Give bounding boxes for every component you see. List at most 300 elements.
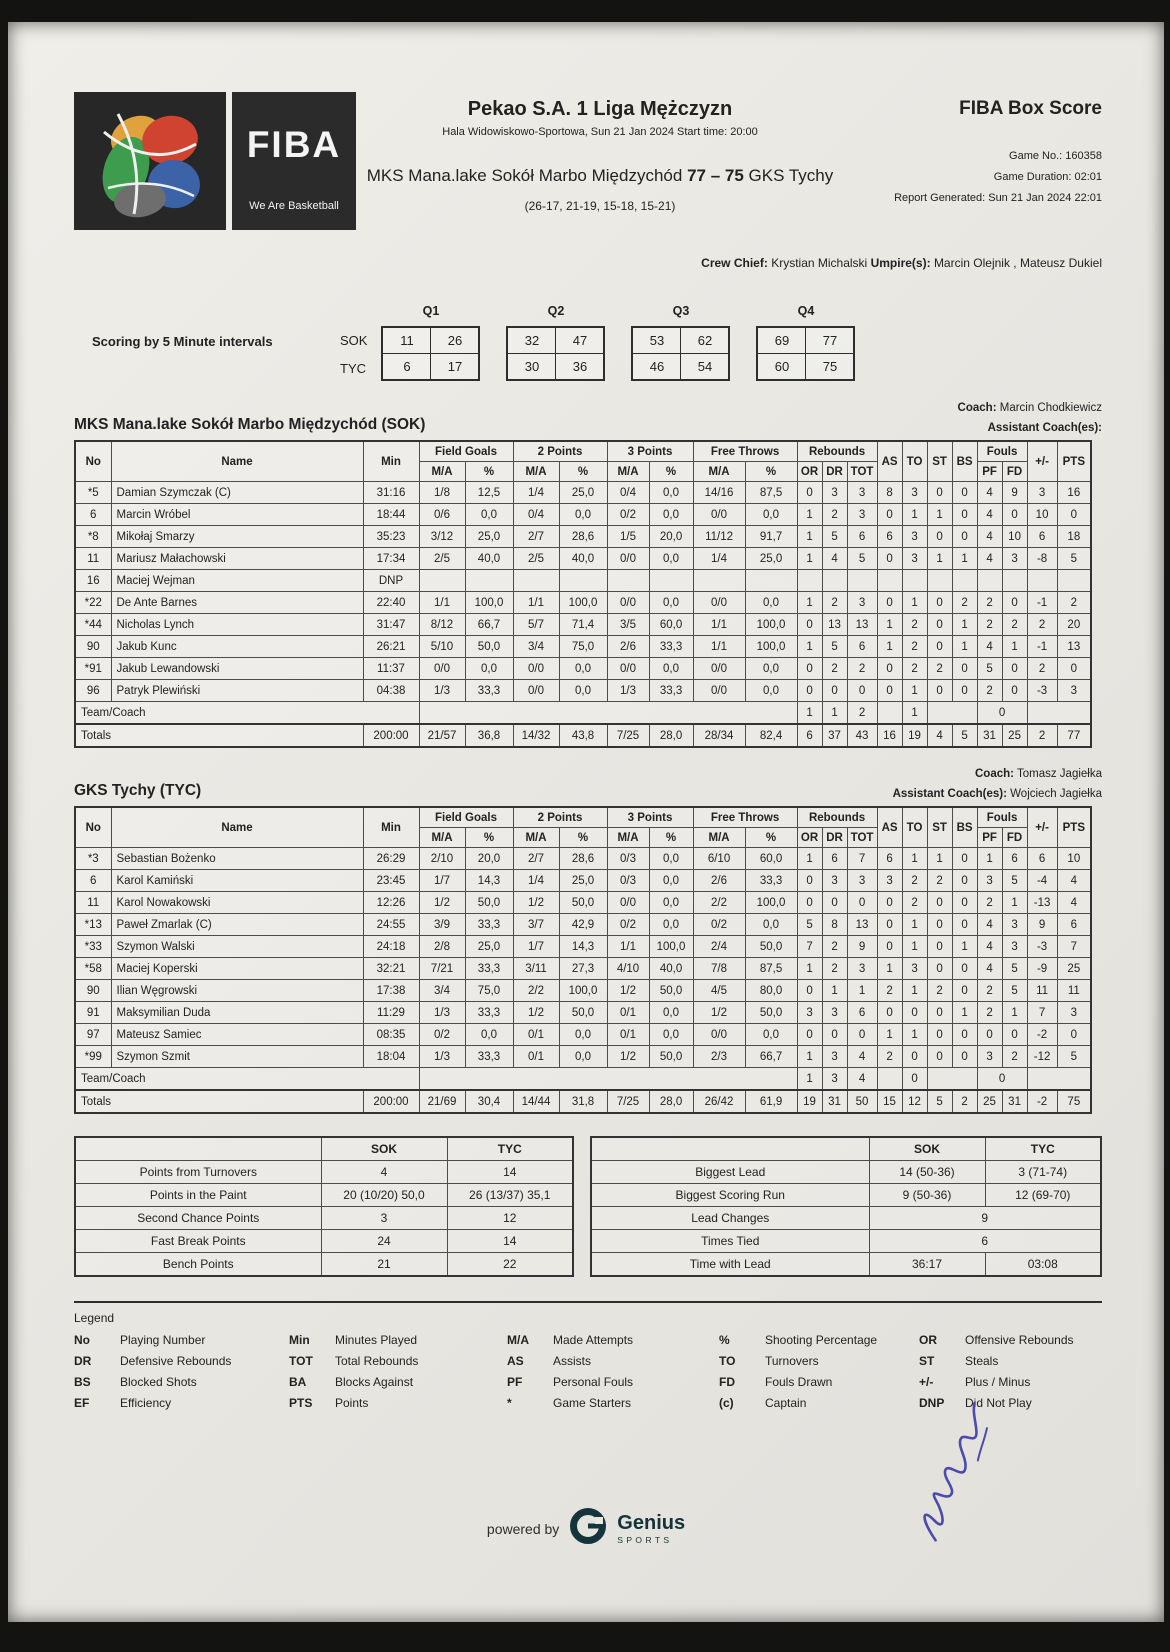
- total-cell: 2: [952, 1090, 977, 1113]
- player-row: [75, 1024, 1091, 1046]
- stat-cell: 0: [977, 1068, 1027, 1091]
- stat-cell: 31:16: [363, 482, 419, 504]
- summary-header: [591, 1137, 869, 1161]
- stat-cell: 18:04: [363, 1046, 419, 1068]
- stat-cell: 6: [847, 526, 877, 548]
- stat-cell: 0: [877, 1002, 902, 1024]
- stat-cell: 0,0: [649, 892, 693, 914]
- stat-cell: 1: [927, 504, 952, 526]
- column-header: Field Goals: [419, 441, 513, 462]
- stat-cell: 3/5: [607, 614, 649, 636]
- stat-cell: 1: [797, 526, 822, 548]
- stat-cell: [693, 570, 745, 592]
- total-cell: 26/42: [693, 1090, 745, 1113]
- stat-cell: -3: [1027, 680, 1057, 702]
- stat-cell: 0/1: [513, 1046, 559, 1068]
- stat-cell: *44: [75, 614, 111, 636]
- stat-cell: 42,9: [559, 914, 607, 936]
- stat-cell: 0,0: [559, 1024, 607, 1046]
- team-coach-label: Team/Coach: [75, 702, 419, 725]
- stat-cell: 1: [952, 614, 977, 636]
- column-subheader: DR: [822, 462, 847, 482]
- stat-cell: 8/12: [419, 614, 465, 636]
- stat-cell: 3: [847, 870, 877, 892]
- stat-cell: 0,0: [745, 680, 797, 702]
- column-subheader: OR: [797, 828, 822, 848]
- total-cell: 50: [847, 1090, 877, 1113]
- team-coach-row: [75, 702, 1091, 725]
- stat-cell: 0/6: [419, 504, 465, 526]
- quarter-score-box: [506, 326, 605, 381]
- stat-cell: 0,0: [649, 658, 693, 680]
- column-header: Min: [363, 807, 419, 848]
- legend-title: Legend: [74, 1311, 115, 1325]
- legend-abbr: FD: [719, 1375, 735, 1389]
- stat-cell: 87,5: [745, 958, 797, 980]
- interval-row: [633, 328, 728, 353]
- stat-cell: 20,0: [649, 526, 693, 548]
- quarter-label: Q3: [672, 304, 690, 318]
- legend-desc: Plus / Minus: [965, 1375, 1031, 1389]
- player-row: [75, 658, 1091, 680]
- stat-cell: 0: [902, 1068, 927, 1091]
- stat-cell: 31:47: [363, 614, 419, 636]
- column-header: ST: [927, 441, 952, 482]
- stat-cell: 1: [902, 504, 927, 526]
- stat-cell: -1: [1027, 592, 1057, 614]
- stat-cell: 17:38: [363, 980, 419, 1002]
- stat-cell: 1/4: [693, 548, 745, 570]
- interval-quarter-boxes: [381, 304, 855, 382]
- stat-cell: 0,0: [465, 658, 513, 680]
- team-coach-label: Team/Coach: [75, 1068, 419, 1091]
- stat-cell: 2: [902, 892, 927, 914]
- stat-cell: -8: [1027, 548, 1057, 570]
- stat-cell: 13: [847, 914, 877, 936]
- total-cell: 61,9: [745, 1090, 797, 1113]
- legend-desc: Blocked Shots: [120, 1375, 197, 1389]
- stat-cell: 1: [877, 636, 902, 658]
- stat-cell: 10: [1027, 504, 1057, 526]
- stat-cell: 5: [1002, 958, 1027, 980]
- stat-cell: 11: [1027, 980, 1057, 1002]
- legend-abbr: TOT: [289, 1354, 313, 1368]
- stat-cell: 0: [797, 892, 822, 914]
- coach-line: [74, 768, 1102, 780]
- stat-cell: 3: [797, 1002, 822, 1024]
- stat-cell: 4: [977, 914, 1002, 936]
- stat-cell: 1: [927, 548, 952, 570]
- stat-cell: 0: [952, 504, 977, 526]
- stat-cell: 6: [1057, 914, 1091, 936]
- stat-cell: 1/1: [693, 636, 745, 658]
- stat-cell: 13: [1057, 636, 1091, 658]
- stat-cell: [877, 570, 902, 592]
- stat-cell: 33,3: [465, 680, 513, 702]
- stat-cell: 0: [877, 504, 902, 526]
- legend-item: [289, 1333, 507, 1347]
- stat-cell: 2: [902, 658, 927, 680]
- stat-cell: 0/0: [607, 548, 649, 570]
- stat-cell: 2: [877, 980, 902, 1002]
- stat-cell: 2/6: [607, 636, 649, 658]
- column-subheader: %: [465, 462, 513, 482]
- legend-item: [719, 1396, 919, 1410]
- player-name: Maciej Wejman: [111, 570, 363, 592]
- stat-cell: 50,0: [649, 980, 693, 1002]
- stat-cell: 0/3: [607, 848, 649, 870]
- summary-row: [591, 1207, 1101, 1230]
- interval-score: 53: [649, 333, 665, 348]
- column-header: BS: [952, 441, 977, 482]
- fiba-logo: [74, 92, 360, 230]
- stat-cell: 0: [977, 702, 1027, 725]
- quarter-score-box: [381, 326, 480, 381]
- stat-cell: 3/9: [419, 914, 465, 936]
- stat-cell: 25,0: [559, 482, 607, 504]
- summary-value: 24: [321, 1230, 447, 1253]
- stat-cell: 3: [822, 1068, 847, 1091]
- stat-cell: 1: [902, 592, 927, 614]
- coach-name: Tomasz Jagiełka: [1016, 768, 1102, 780]
- stat-cell: 0: [877, 892, 902, 914]
- stat-cell: 5: [1057, 548, 1091, 570]
- stat-cell: 1: [1002, 1002, 1027, 1024]
- stat-cell: 20: [1057, 614, 1091, 636]
- stat-cell: 1: [902, 980, 927, 1002]
- summary-row: [75, 1207, 573, 1230]
- total-cell: 16: [877, 724, 902, 747]
- stat-cell: 0: [797, 482, 822, 504]
- stat-cell: 100,0: [559, 592, 607, 614]
- total-cell: 43,8: [559, 724, 607, 747]
- summary-label: Bench Points: [75, 1253, 321, 1277]
- stat-cell: 11:29: [363, 1002, 419, 1024]
- player-name: Mariusz Małachowski: [111, 548, 363, 570]
- stat-cell: 6: [847, 1002, 877, 1024]
- stat-cell: 1: [902, 680, 927, 702]
- stat-cell: 26:21: [363, 636, 419, 658]
- officials-line: [74, 256, 1102, 270]
- legend-abbr: (c): [719, 1396, 734, 1410]
- stat-cell: 60,0: [745, 848, 797, 870]
- quarter-label: Q1: [422, 304, 440, 318]
- legend-abbr: AS: [507, 1354, 524, 1368]
- stat-cell: 2/7: [513, 848, 559, 870]
- stat-cell: 4: [1057, 892, 1091, 914]
- stat-cell: 08:35: [363, 1024, 419, 1046]
- stat-cell: 3: [977, 870, 1002, 892]
- stat-cell: 4: [977, 636, 1002, 658]
- column-header: No: [75, 441, 111, 482]
- stat-cell: 1/3: [607, 680, 649, 702]
- stat-cell: 11: [1057, 980, 1091, 1002]
- stat-cell: 2: [977, 592, 1002, 614]
- summary-value: 20 (10/20) 50,0: [321, 1184, 447, 1207]
- summary-label: Points from Turnovers: [75, 1161, 321, 1184]
- player-row: [75, 504, 1091, 526]
- total-cell: 21/69: [419, 1090, 465, 1113]
- player-row: [75, 482, 1091, 504]
- legend-abbr: Min: [289, 1333, 310, 1347]
- summary-label: Time with Lead: [591, 1253, 869, 1277]
- stat-cell: 0/0: [513, 658, 559, 680]
- stat-cell: 28,6: [559, 848, 607, 870]
- stat-cell: 0: [927, 614, 952, 636]
- report-meta: [840, 92, 1102, 209]
- stat-cell: 1: [797, 592, 822, 614]
- legend-desc: Turnovers: [765, 1354, 819, 1368]
- total-cell: 25: [1002, 724, 1027, 747]
- total-cell: 37: [822, 724, 847, 747]
- stat-cell: 5: [1057, 1046, 1091, 1068]
- player-row: [75, 848, 1091, 870]
- stat-cell: 2: [927, 980, 952, 1002]
- powered-by-text: powered by: [486, 1520, 560, 1537]
- stat-cell: 13: [847, 614, 877, 636]
- totals-label: Totals: [75, 724, 363, 747]
- player-name: Mateusz Samiec: [111, 1024, 363, 1046]
- stat-cell: 0: [927, 892, 952, 914]
- column-header: 3 Points: [607, 807, 693, 828]
- stat-cell: 1: [797, 848, 822, 870]
- stat-cell: 25,0: [745, 548, 797, 570]
- quarter-group: [506, 304, 605, 382]
- stat-cell: 50,0: [465, 636, 513, 658]
- stat-cell: 0: [952, 980, 977, 1002]
- stat-cell: 0,0: [745, 592, 797, 614]
- stat-cell: 7: [1057, 936, 1091, 958]
- column-subheader: %: [649, 462, 693, 482]
- stat-cell: 0,0: [649, 548, 693, 570]
- stat-cell: 5: [1002, 870, 1027, 892]
- stat-cell: 3: [902, 548, 927, 570]
- stat-cell: 4: [977, 958, 1002, 980]
- stat-cell: 50,0: [559, 892, 607, 914]
- player-row: [75, 958, 1091, 980]
- total-cell: 2: [1027, 724, 1057, 747]
- player-name: Marcin Wróbel: [111, 504, 363, 526]
- stat-cell: 0,0: [649, 1002, 693, 1024]
- coach-name: Marcin Chodkiewicz: [999, 402, 1102, 414]
- stat-cell: 0: [1057, 1024, 1091, 1046]
- column-header: ST: [927, 807, 952, 848]
- interval-score: 77: [805, 328, 853, 353]
- stat-cell: 5: [822, 526, 847, 548]
- stat-cell: 0,0: [559, 1046, 607, 1068]
- stat-cell: 33,3: [465, 914, 513, 936]
- coach-label: Coach:: [957, 402, 997, 414]
- stat-cell: 3: [822, 1002, 847, 1024]
- quarter-score-box: [631, 326, 730, 381]
- stat-cell: 1/1: [513, 592, 559, 614]
- summary-label: Biggest Lead: [591, 1161, 869, 1184]
- total-cell: 5: [927, 1090, 952, 1113]
- total-cell: 28,0: [649, 724, 693, 747]
- stat-cell: 1/2: [419, 892, 465, 914]
- player-name: Damian Szymczak (C): [111, 482, 363, 504]
- scoring-intervals: [92, 304, 1102, 382]
- legend-desc: Shooting Percentage: [765, 1333, 878, 1347]
- column-subheader: PF: [977, 462, 1002, 482]
- stat-cell: 3: [822, 482, 847, 504]
- interval-score: 62: [680, 328, 728, 353]
- total-cell: 15: [877, 1090, 902, 1113]
- column-header: Free Throws: [693, 441, 797, 462]
- total-cell: 36,8: [465, 724, 513, 747]
- legend-desc: Total Rebounds: [335, 1354, 419, 1368]
- stat-cell: 2/2: [693, 892, 745, 914]
- fiba-text: FIBA: [246, 124, 342, 165]
- stat-cell: 2: [902, 614, 927, 636]
- column-subheader: M/A: [513, 462, 559, 482]
- player-row: [75, 892, 1091, 914]
- stat-cell: 0: [1057, 658, 1091, 680]
- interval-team-label: SOK: [340, 332, 368, 348]
- stat-cell: 0/1: [607, 1002, 649, 1024]
- intervals-caption: Scoring by 5 Minute intervals: [92, 334, 273, 349]
- stat-cell: 90: [75, 636, 111, 658]
- stat-cell: [649, 570, 693, 592]
- legend-desc: Blocks Against: [335, 1375, 414, 1389]
- summary-value: 3: [321, 1207, 447, 1230]
- stat-cell: 0: [952, 658, 977, 680]
- stat-cell: 0: [797, 658, 822, 680]
- stat-cell: 18:44: [363, 504, 419, 526]
- stat-cell: 2: [1027, 658, 1057, 680]
- stat-cell: 100,0: [649, 936, 693, 958]
- stat-cell: [877, 702, 902, 725]
- stat-cell: 0,0: [649, 1024, 693, 1046]
- stat-cell: 0,0: [649, 914, 693, 936]
- stat-cell: 0,0: [745, 658, 797, 680]
- legend-desc: Made Attempts: [553, 1333, 634, 1347]
- stat-cell: 2: [822, 592, 847, 614]
- stat-cell: 2/6: [693, 870, 745, 892]
- summary-value: 9 (50-36): [869, 1184, 985, 1207]
- total-cell: 28,0: [649, 1090, 693, 1113]
- stat-cell: 0: [877, 914, 902, 936]
- stat-cell: 1: [877, 958, 902, 980]
- stat-cell: 2: [847, 658, 877, 680]
- stat-cell: 7: [847, 848, 877, 870]
- stat-cell: 50,0: [559, 1002, 607, 1024]
- stat-cell: 3: [1002, 914, 1027, 936]
- stat-cell: 7/21: [419, 958, 465, 980]
- column-header: Fouls: [977, 807, 1027, 828]
- column-subheader: TOT: [847, 462, 877, 482]
- total-cell: 7/25: [607, 1090, 649, 1113]
- summary-label: Second Chance Points: [75, 1207, 321, 1230]
- legend-abbr: DR: [74, 1354, 92, 1368]
- stat-cell: 1: [877, 1024, 902, 1046]
- stat-cell: *3: [75, 848, 111, 870]
- legend-item: [919, 1375, 1102, 1389]
- stat-cell: 0: [952, 1024, 977, 1046]
- stat-cell: 1: [902, 914, 927, 936]
- stat-cell: 0: [927, 636, 952, 658]
- match-result: [360, 164, 840, 189]
- player-row: [75, 548, 1091, 570]
- stat-cell: 0/0: [693, 592, 745, 614]
- stat-cell: 1/1: [419, 592, 465, 614]
- assistant-coach-line: [893, 788, 1102, 800]
- player-name: Jakub Kunc: [111, 636, 363, 658]
- stat-cell: 0: [927, 914, 952, 936]
- column-subheader: %: [559, 828, 607, 848]
- player-name: Szymon Szmit: [111, 1046, 363, 1068]
- stat-cell: 0: [847, 892, 877, 914]
- stat-cell: 0/0: [693, 658, 745, 680]
- stat-cell: 4: [977, 504, 1002, 526]
- interval-score: 26: [430, 328, 478, 353]
- crew-chief-label: Crew Chief:: [701, 256, 768, 270]
- stat-cell: 3: [1002, 936, 1027, 958]
- stat-cell: 1: [822, 702, 847, 725]
- stat-cell: 0: [927, 1046, 952, 1068]
- stat-cell: 1: [902, 702, 927, 725]
- stat-cell: 0: [952, 958, 977, 980]
- total-cell: 31,8: [559, 1090, 607, 1113]
- stat-cell: 5/7: [513, 614, 559, 636]
- interval-row: [508, 328, 603, 353]
- player-name: Ilian Węgrowski: [111, 980, 363, 1002]
- totals-row: [75, 724, 1091, 747]
- stat-cell: 2/3: [693, 1046, 745, 1068]
- stat-cell: 0,0: [465, 1024, 513, 1046]
- interval-row: [633, 353, 728, 379]
- interval-row: [508, 353, 603, 379]
- legend-desc: Captain: [765, 1396, 807, 1410]
- legend-abbr: BS: [74, 1375, 91, 1389]
- stat-cell: 5: [822, 636, 847, 658]
- stat-cell: -9: [1027, 958, 1057, 980]
- legend-item: [74, 1396, 289, 1410]
- legend-desc: Defensive Rebounds: [120, 1354, 232, 1368]
- stat-cell: [745, 570, 797, 592]
- column-header: AS: [877, 441, 902, 482]
- column-header: 2 Points: [513, 807, 607, 828]
- interval-row: [383, 353, 478, 379]
- stat-cell: 1: [797, 702, 822, 725]
- legend-abbr: TO: [719, 1354, 736, 1368]
- stat-cell: 18: [1057, 526, 1091, 548]
- stat-cell: 0/0: [419, 658, 465, 680]
- summary-label: Points in the Paint: [75, 1184, 321, 1207]
- quarter-score-box: [756, 326, 855, 381]
- summary-header: TYC: [985, 1137, 1101, 1161]
- column-subheader: M/A: [693, 462, 745, 482]
- stat-cell: 6: [75, 870, 111, 892]
- interval-score: 11: [400, 333, 414, 348]
- total-cell: 77: [1057, 724, 1091, 747]
- column-header: +/-: [1027, 441, 1057, 482]
- column-subheader: %: [559, 462, 607, 482]
- column-subheader: M/A: [419, 828, 465, 848]
- column-subheader: %: [745, 828, 797, 848]
- stat-cell: 0/2: [607, 914, 649, 936]
- total-cell: 14/44: [513, 1090, 559, 1113]
- stat-cell: 10: [1057, 848, 1091, 870]
- stat-cell: 100,0: [559, 980, 607, 1002]
- stat-cell: 6: [1027, 526, 1057, 548]
- stat-cell: 27,3: [559, 958, 607, 980]
- stat-cell: [559, 570, 607, 592]
- stat-cell: 4: [847, 1068, 877, 1091]
- player-name: Szymon Walski: [111, 936, 363, 958]
- legend-item: [289, 1396, 507, 1410]
- stat-cell: 35:23: [363, 526, 419, 548]
